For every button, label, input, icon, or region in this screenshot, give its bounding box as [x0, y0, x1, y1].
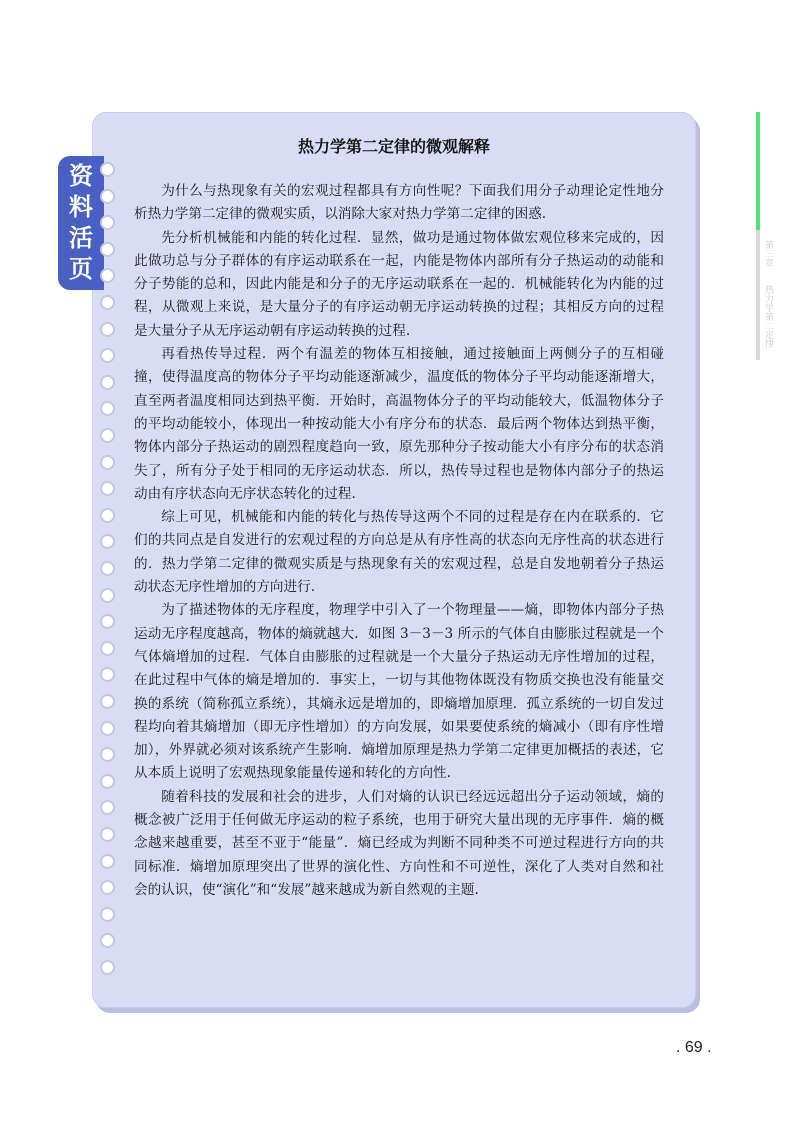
paragraph: 随着科技的发展和社会的进步，人们对熵的认识已经远远超出分子运动领域，熵的概念被广泛用于任何做无序运动的粒子系统，也用于研究大量出现的无序事件．熵的概念越来越重要，甚至不亚于“能量”．熵已经成为判断不同种类不可逆过程进行方向的共同标准．熵增加原理突出了世界的演化性、方向性和不可逆性，深化了人类对自然和社会的认识，使“演化”和“发展”越来越成为新自然观的主题. — [134, 788, 664, 898]
paragraph: 再看热传导过程．两个有温差的物体互相接触，通过接触面上两侧分子的互相碰撞，使得温度高的物体分子平均动能逐渐减少，温度低的物体分子平均动能逐渐增大，直至两者温度相同达到热平衡．开始时，高温物体分子的平均动能较大，低温物体分子的平均动能较小，体现出一种按动能大小有序分布的状态．最后两个物体达到热平衡，物体内部分子热运动的剧烈程度趋向一致，原先那种分子按动能大小有序分布的状态消失了，所有分子处于相同的无序运动状态．所以，热传导过程也是物体内部分子的热运动由有序状态向无序状态转化的过程. — [134, 346, 664, 502]
tab-char: 料 — [69, 193, 93, 221]
binder-ring — [100, 747, 115, 762]
resource-tab — [58, 156, 104, 290]
margin-accent-bar — [756, 112, 760, 230]
binder-ring — [100, 428, 115, 443]
binder-ring — [100, 854, 115, 869]
article-body — [134, 180, 664, 902]
binder-ring — [100, 268, 115, 283]
page-number: . 69 . — [676, 1039, 712, 1056]
binder-ring — [100, 667, 115, 682]
binder-ring — [100, 508, 115, 523]
binder-ring — [100, 933, 115, 948]
binder-ring — [100, 694, 115, 709]
binder-ring — [100, 242, 115, 257]
binder-ring — [100, 561, 115, 576]
binder-ring — [100, 907, 115, 922]
binder-ring — [100, 401, 115, 416]
tab-char: 活 — [69, 224, 93, 252]
margin-chapter-label: 第三章 — [763, 240, 773, 267]
binder-ring — [100, 455, 115, 470]
paragraph: 综上可见，机械能和内能的转化与热传导这两个不同的过程是存在内在联系的．它们的共同点是自发进行的宏观过程的方向总是从有序性高的状态向无序性高的状态进行的．热力学第二定律的微观实质是与热现象有关的宏观过程，总是自发地朝着分子热运动状态无序性增加的方向进行. — [134, 509, 664, 596]
binder-ring — [100, 880, 115, 895]
binder-ring — [100, 800, 115, 815]
binder-ring — [100, 189, 115, 204]
margin-gray-bar — [756, 230, 760, 360]
binder-ring — [100, 614, 115, 629]
binder-ring — [100, 827, 115, 842]
binder-ring — [100, 481, 115, 496]
binder-ring — [100, 375, 115, 390]
binder-ring — [100, 534, 115, 549]
tab-char: 资 — [69, 162, 93, 190]
paragraph: 为什么与热现象有关的宏观过程都具有方向性呢？下面我们用分子动理论定性地分析热力学第二定律的微观实质，以消除大家对热力学第二定律的困惑. — [134, 183, 664, 223]
binder-ring — [100, 774, 115, 789]
binder-ring — [100, 588, 115, 603]
margin-section-label: 热力学第二定律 — [763, 285, 773, 348]
paragraph: 先分析机械能和内能的转化过程．显然，做功是通过物体做宏观位移来完成的，因此做功总与分子群体的有序运动联系在一起，内能是物体内部所有分子热运动的动能和分子势能的总和，因此内能是和分子的无序运动联系在一起的．机械能转化为内能的过程，从微观上来说，是大量分子的有序运动朝无序运动转换的过程；其相反方向的过程是大量分子从无序运动朝有序运动转换的过程. — [134, 229, 664, 339]
binder-ring — [100, 641, 115, 656]
binder-ring — [100, 295, 115, 310]
page-title: 热力学第二定律的微观解释 — [297, 137, 490, 156]
binder-ring — [100, 721, 115, 736]
binder-ring — [100, 215, 115, 230]
tab-char: 页 — [69, 255, 93, 283]
paragraph: 为了描述物体的无序程度，物理学中引入了一个物理量——熵，即物体内部分子热运动无序程度越高，物体的熵就越大．如图 3－3－3 所示的气体自由膨胀过程就是一个气体熵增加的过程．气体自由膨胀的过程就是一个大量分子热运动无序性增加的过程，在此过程中气体的熵是增加的．事实上，一切与其他物体既没有物质交换也没有能量交换的系统（简称孤立系统），其熵永远是增加的，即熵增加原理．孤立系统的一切自发过程均向着其熵增加（即无序性增加）的方向发展，如果要使系统的熵减小（即有序性增加），外界就必须对该系统产生影响．熵增加原理是热力学第二定律更加概括的表述，它从本质上说明了宏观热现象能量传递和转化的方向性. — [134, 602, 664, 782]
binder-ring — [100, 162, 115, 177]
binder-ring — [100, 960, 115, 975]
binder-ring — [100, 348, 115, 363]
binder-ring — [100, 322, 115, 337]
